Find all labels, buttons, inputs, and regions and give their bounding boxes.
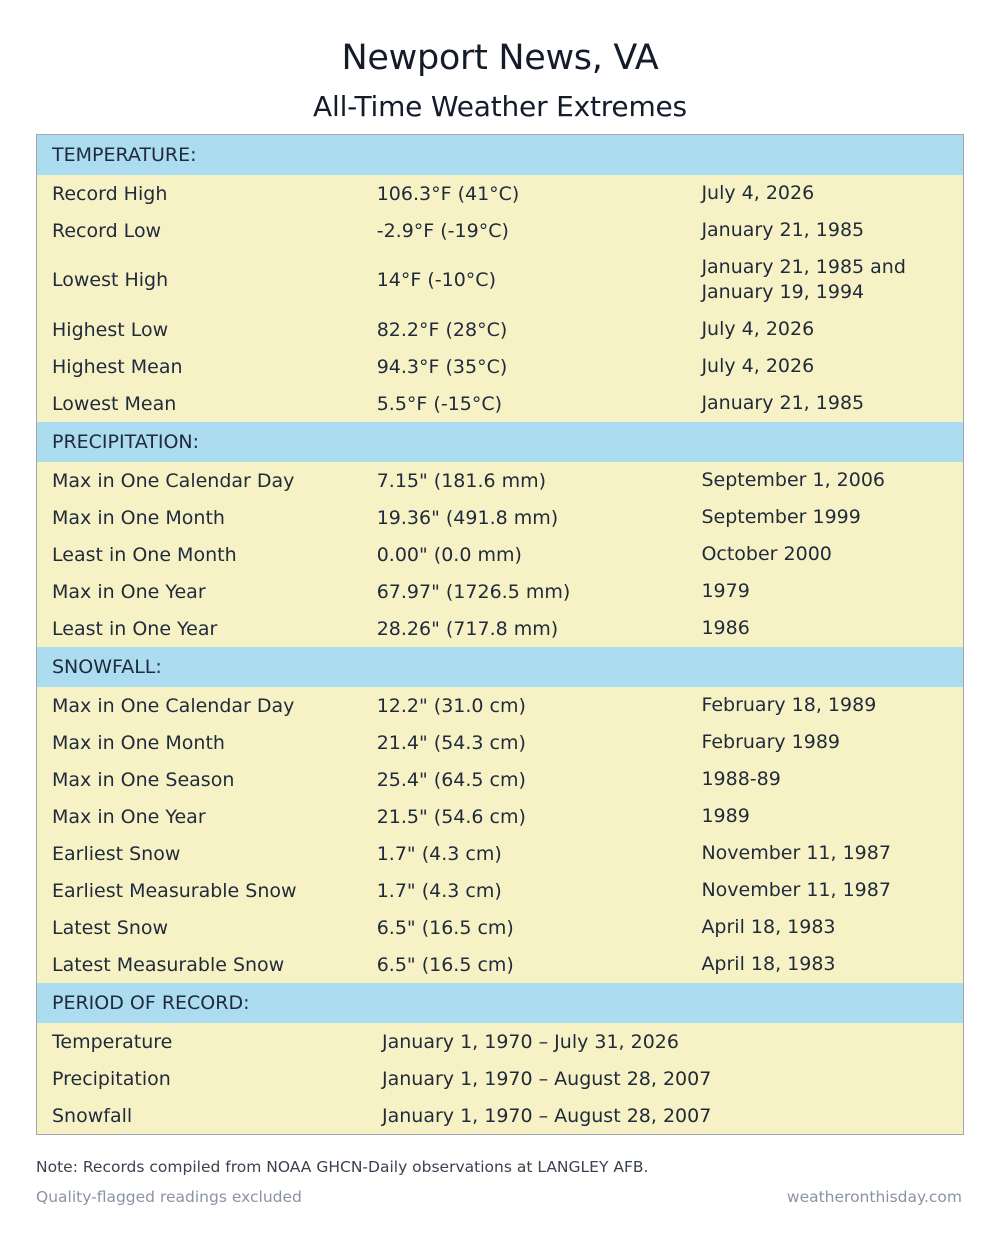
record-value: 6.5" (16.5 cm)	[376, 916, 514, 939]
record-name: Least in One Year	[52, 617, 218, 640]
page-subtitle: All-Time Weather Extremes	[313, 90, 687, 123]
record-period: January 1, 1970 – July 31, 2026	[382, 1030, 679, 1053]
record-name: Record Low	[52, 219, 162, 242]
record-name: Earliest Measurable Snow	[52, 879, 297, 902]
record-date: January 21, 1985 and January 19, 1994	[701, 256, 906, 303]
record-date: July 4, 2026	[701, 318, 815, 340]
record-period: January 1, 1970 – August 28, 2007	[382, 1104, 712, 1127]
table-row	[37, 872, 963, 909]
table-row	[37, 1097, 963, 1134]
record-date: September 1, 2006	[701, 469, 886, 491]
record-date: April 18, 1983	[701, 953, 836, 975]
record-value: 12.2" (31.0 cm)	[376, 694, 526, 717]
table-row	[37, 499, 963, 536]
record-name: Latest Snow	[52, 916, 169, 939]
record-date: 1979	[701, 580, 750, 602]
table-row	[37, 573, 963, 610]
record-name: Snowfall	[52, 1104, 133, 1127]
record-date: October 2000	[701, 543, 832, 565]
record-date: 1989	[701, 805, 750, 827]
record-name: Max in One Year	[52, 580, 206, 603]
record-period: January 1, 1970 – August 28, 2007	[382, 1067, 712, 1090]
record-value: -2.9°F (-19°C)	[376, 219, 509, 242]
record-name: Least in One Month	[52, 543, 237, 566]
table-row	[37, 175, 963, 212]
record-date: November 11, 1987	[701, 842, 891, 864]
record-value: 19.36" (491.8 mm)	[376, 506, 559, 529]
table-row	[37, 909, 963, 946]
record-date: February 18, 1989	[701, 694, 877, 716]
record-value: 7.15" (181.6 mm)	[376, 469, 547, 492]
page-title: Newport News, VA	[341, 38, 659, 78]
record-value: 5.5°F (-15°C)	[376, 392, 503, 415]
record-value: 14°F (-10°C)	[376, 269, 496, 291]
table-row	[37, 536, 963, 573]
table-row	[37, 798, 963, 835]
record-date: February 1989	[701, 731, 841, 753]
section-header-precipitation: PRECIPITATION:	[37, 422, 963, 462]
table-row	[37, 385, 963, 422]
record-value: 1.7" (4.3 cm)	[376, 842, 502, 865]
record-date: 1988-89	[701, 768, 781, 790]
record-name: Record High	[52, 182, 168, 205]
record-name: Max in One Season	[52, 768, 235, 791]
record-name: Highest Low	[52, 318, 169, 341]
table-row	[37, 212, 963, 249]
record-name: Temperature	[52, 1030, 173, 1053]
record-value: 21.5" (54.6 cm)	[376, 805, 526, 828]
record-name: Precipitation	[52, 1067, 171, 1090]
table-row	[37, 761, 963, 798]
record-value: 28.26" (717.8 mm)	[376, 617, 559, 640]
record-value: 67.97" (1726.5 mm)	[376, 580, 571, 603]
record-date: July 4, 2026	[701, 182, 815, 204]
record-name: Max in One Month	[52, 506, 225, 529]
record-value: 106.3°F (41°C)	[376, 182, 520, 205]
record-date: 1986	[701, 617, 750, 639]
table-row	[37, 946, 963, 983]
record-date: April 18, 1983	[701, 916, 836, 938]
table-row	[37, 311, 963, 348]
record-value: 1.7" (4.3 cm)	[376, 879, 502, 902]
footnote: Note: Records compiled from NOAA GHCN-Daily observations at LANGLEY AFB.	[36, 1158, 649, 1176]
record-value: 0.00" (0.0 mm)	[376, 543, 522, 566]
record-date: November 11, 1987	[701, 879, 891, 901]
record-value: 94.3°F (35°C)	[376, 355, 508, 378]
record-value: 21.4" (54.3 cm)	[376, 731, 526, 754]
table-row	[37, 1023, 963, 1060]
table-row	[37, 835, 963, 872]
record-name: Latest Measurable Snow	[52, 953, 285, 976]
table-row	[37, 249, 963, 311]
table-row	[37, 687, 963, 724]
table-row	[37, 610, 963, 647]
section-header-period-of-record: PERIOD OF RECORD:	[37, 983, 963, 1023]
source-credit: weatheronthisday.com	[786, 1188, 962, 1206]
record-date: January 21, 1985	[701, 392, 865, 414]
section-header-snowfall: SNOWFALL:	[37, 647, 963, 687]
record-name: Max in One Calendar Day	[52, 469, 295, 492]
record-name: Max in One Calendar Day	[52, 694, 295, 717]
extremes-table	[36, 134, 964, 1135]
record-name: Highest Mean	[52, 355, 183, 378]
table-row	[37, 348, 963, 385]
record-value: 6.5" (16.5 cm)	[376, 953, 514, 976]
record-name: Max in One Year	[52, 805, 206, 828]
table-row	[37, 462, 963, 499]
record-value: 82.2°F (28°C)	[376, 318, 508, 341]
record-name: Earliest Snow	[52, 842, 181, 865]
record-date: January 21, 1985	[701, 219, 865, 241]
record-date: September 1999	[701, 506, 861, 528]
record-name: Lowest Mean	[52, 392, 177, 415]
record-name: Max in One Month	[52, 731, 225, 754]
record-value: 25.4" (64.5 cm)	[376, 768, 526, 791]
record-name: Lowest High	[52, 269, 169, 291]
table-row	[37, 1060, 963, 1097]
quality-note: Quality-flagged readings excluded	[36, 1188, 302, 1206]
table-row	[37, 724, 963, 761]
section-header-temperature: TEMPERATURE:	[37, 135, 963, 175]
record-date: July 4, 2026	[701, 355, 815, 377]
